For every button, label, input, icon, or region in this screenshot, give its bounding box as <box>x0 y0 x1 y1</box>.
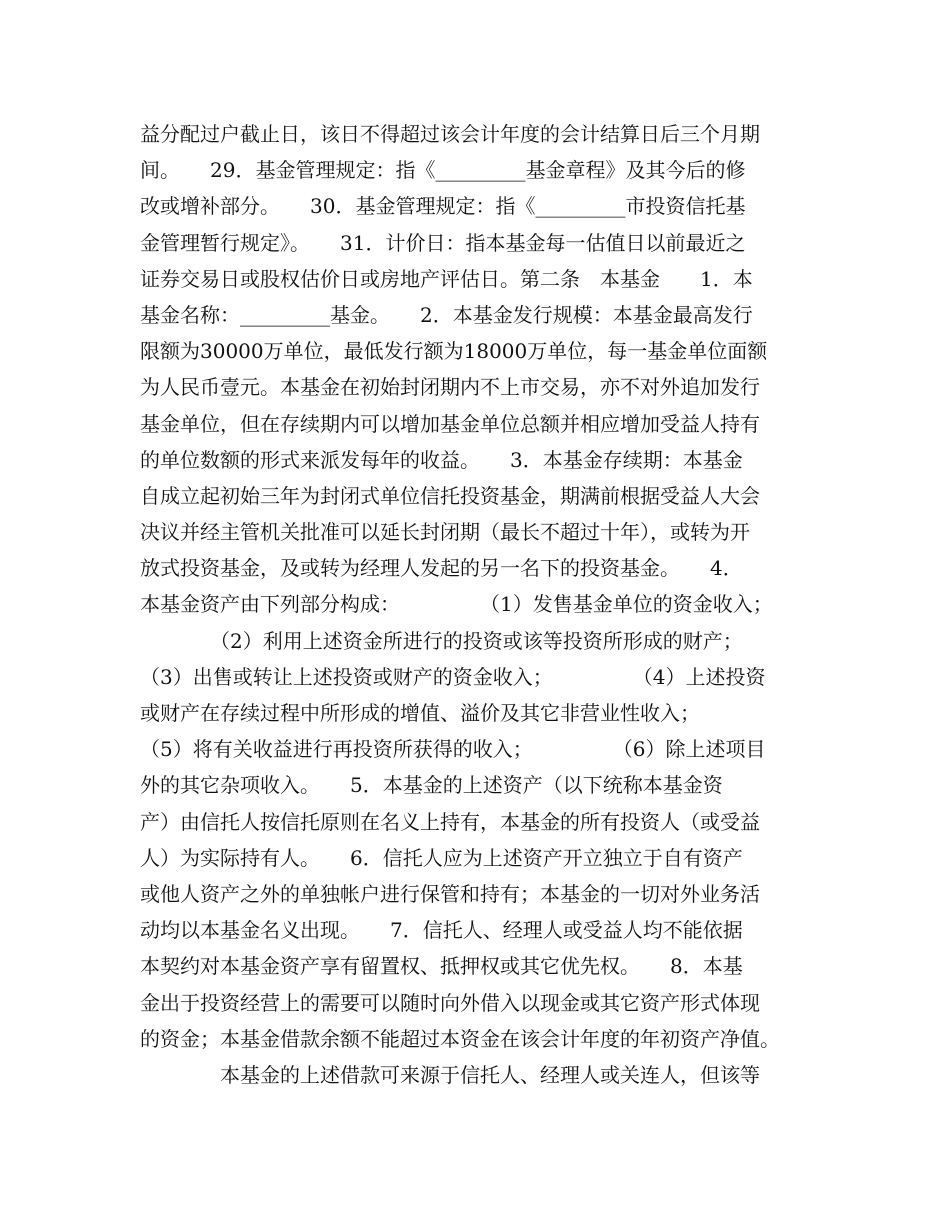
text-line: 间。 29．基金管理规定：指《_________基金章程》及其今后的修 <box>140 158 746 183</box>
text-line: 外的其它杂项收入。 5．本基金的上述资产（以下统称本基金资 <box>140 773 723 798</box>
text-line: 自成立起初始三年为封闭式单位信托投资基金，期满前根据受益人大会 <box>140 483 760 508</box>
text-line: 为人民币壹元。本基金在初始封闭期内不上市交易，亦不对外追加发行 <box>140 375 760 400</box>
text-line: 本基金资产由下列部分构成： （1）发售基金单位的资金收入； <box>140 592 773 617</box>
text-line: 本契约对本基金资产享有留置权、抵押权或其它优先权。 8．本基 <box>140 954 743 979</box>
text-line: 动均以本基金名义出现。 7．信托人、经理人或受益人均不能依据 <box>140 918 743 943</box>
text-line: 或财产在存续过程中所形成的增值、溢价及其它非营业性收入； <box>140 701 700 725</box>
text-line: （3）出售或转让上述投资或财产的资金收入； （4）上述投资 <box>140 664 766 689</box>
text-line: 限额为30000万单位，最低发行额为18000万单位，每一基金单位面额 <box>140 339 768 364</box>
text-line: 证券交易日或股权估价日或房地产评估日。第二条 本基金 1．本 <box>140 266 753 291</box>
document-body <box>140 116 820 1093</box>
text-line: 本基金的上述借款可来源于信托人、经理人或关连人，但该等 <box>140 1062 760 1087</box>
text-line: 决议并经主管机关批准可以延长封闭期（最长不超过十年），或转为开 <box>140 520 750 545</box>
text-line: 产）由信托人按信托原则在名义上持有，本基金的所有投资人（或受益 <box>140 809 760 834</box>
text-line: 金出于投资经营上的需要可以随时向外借入以现金或其它资产形式体现 <box>140 990 760 1015</box>
text-line: 人）为实际持有人。 6．信托人应为上述资产开立独立于自有资产 <box>140 845 743 870</box>
text-line: 的资金；本基金借款余额不能超过本资金在该会计年度的年初资产净值。 <box>140 1026 780 1051</box>
text-line: 金管理暂行规定》。 31．计价日：指本基金每一估值日以前最近之 <box>140 230 746 255</box>
text-line: 益分配过户截止日，该日不得超过该会计年度的会计结算日后三个月期 <box>140 122 760 146</box>
text-line: （5）将有关收益进行再投资所获得的收入； （6）除上述项目 <box>140 737 766 762</box>
text-line: 改或增补部分。 30．基金管理规定：指《_________市投资信托基 <box>140 194 746 219</box>
text-line: 放式投资基金，及或转为经理人发起的另一名下的投资基金。 4． <box>140 556 743 581</box>
text-line: 的单位数额的形式来派发每年的收益。 3．本基金存续期：本基金 <box>140 447 743 472</box>
text-line: 基金单位，但在存续期内可以增加基金单位总额并相应增加受益人持有 <box>140 411 760 436</box>
text-line: 基金名称：_________基金。 2．本基金发行规模：本基金最高发行 <box>140 302 753 327</box>
text-line: 或他人资产之外的单独帐户进行保管和持有；本基金的一切对外业务活 <box>140 881 760 906</box>
text-line: （2）利用上述资金所进行的投资或该等投资所形成的财产； <box>140 628 743 653</box>
